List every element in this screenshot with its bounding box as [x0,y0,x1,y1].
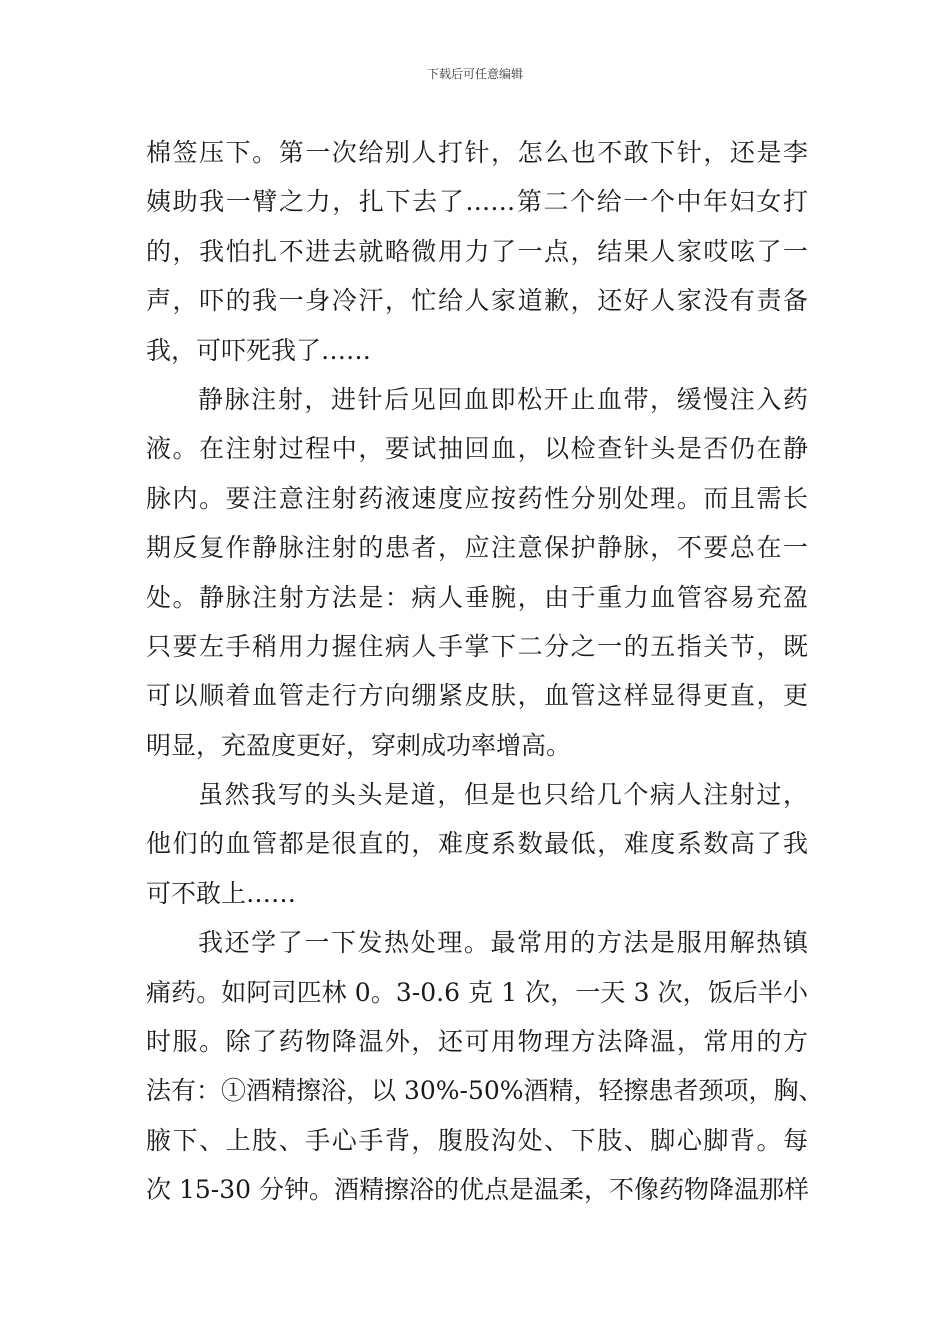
text-line: 虽然我写的头头是道，但是也只给几个病人注射过， [198,780,808,810]
paragraph-1 [146,128,808,375]
document-body [146,128,824,1215]
text-line: 我，可吓死我了…… [146,335,372,365]
text-line: 次 15-30 分钟。酒精擦浴的优点是温柔，不像药物降温那样 [146,1175,809,1205]
text-line: 他们的血管都是很直的，难度系数最低，难度系数高了我 [146,829,808,859]
text-line: 法有：①酒精擦浴，以 30%-50%酒精，轻擦患者颈项，胸、 [146,1076,824,1106]
text-line: 时服。除了药物降温外，还可用物理方法降温，常用的方 [146,1027,808,1057]
text-line: 声，吓的我一身冷汗，忙给人家道歉，还好人家没有责备 [146,286,808,316]
text-line: 脉内。要注意注射药液速度应按药性分别处理。而且需长 [146,483,808,513]
text-line: 我还学了一下发热处理。最常用的方法是服用解热镇 [198,928,808,958]
paragraph-3 [146,770,808,918]
text-line: 痛药。如阿司匹林 0。3-0.6 克 1 次，一天 3 次，饭后半小 [146,977,808,1007]
text-line: 明显，充盈度更好，穿刺成功率增高。 [146,730,572,760]
text-line: 期反复作静脉注射的患者，应注意保护静脉，不要总在一 [146,533,808,563]
text-line: 腋下、上肢、手心手背，腹股沟处、下肢、脚心脚背。每 [146,1125,808,1155]
text-line: 棉签压下。第一次给别人打针，怎么也不敢下针，还是李 [146,138,808,167]
paragraph-4 [146,918,824,1214]
text-line: 只要左手稍用力握住病人手掌下二分之一的五指关节，既 [146,631,808,661]
paragraph-2 [146,375,808,770]
text-line: 静脉注射，进针后见回血即松开止血带，缓慢注入药 [198,384,808,414]
page-header: 下载后可任意编辑 [426,67,523,81]
text-line: 的，我怕扎不进去就略微用力了一点，结果人家哎呟了一 [146,236,808,266]
text-line: 可以顺着血管走行方向绷紧皮肤，血管这样显得更直，更 [146,681,808,711]
text-line: 液。在注射过程中，要试抽回血，以检查针头是否仍在静 [146,434,808,464]
text-line: 姨助我一臂之力，扎下去了……第二个给一个中年妇女打 [146,187,808,217]
text-line: 处。静脉注射方法是：病人垂腕，由于重力血管容易充盈 [146,582,808,612]
text-line: 可不敢上…… [146,878,297,908]
